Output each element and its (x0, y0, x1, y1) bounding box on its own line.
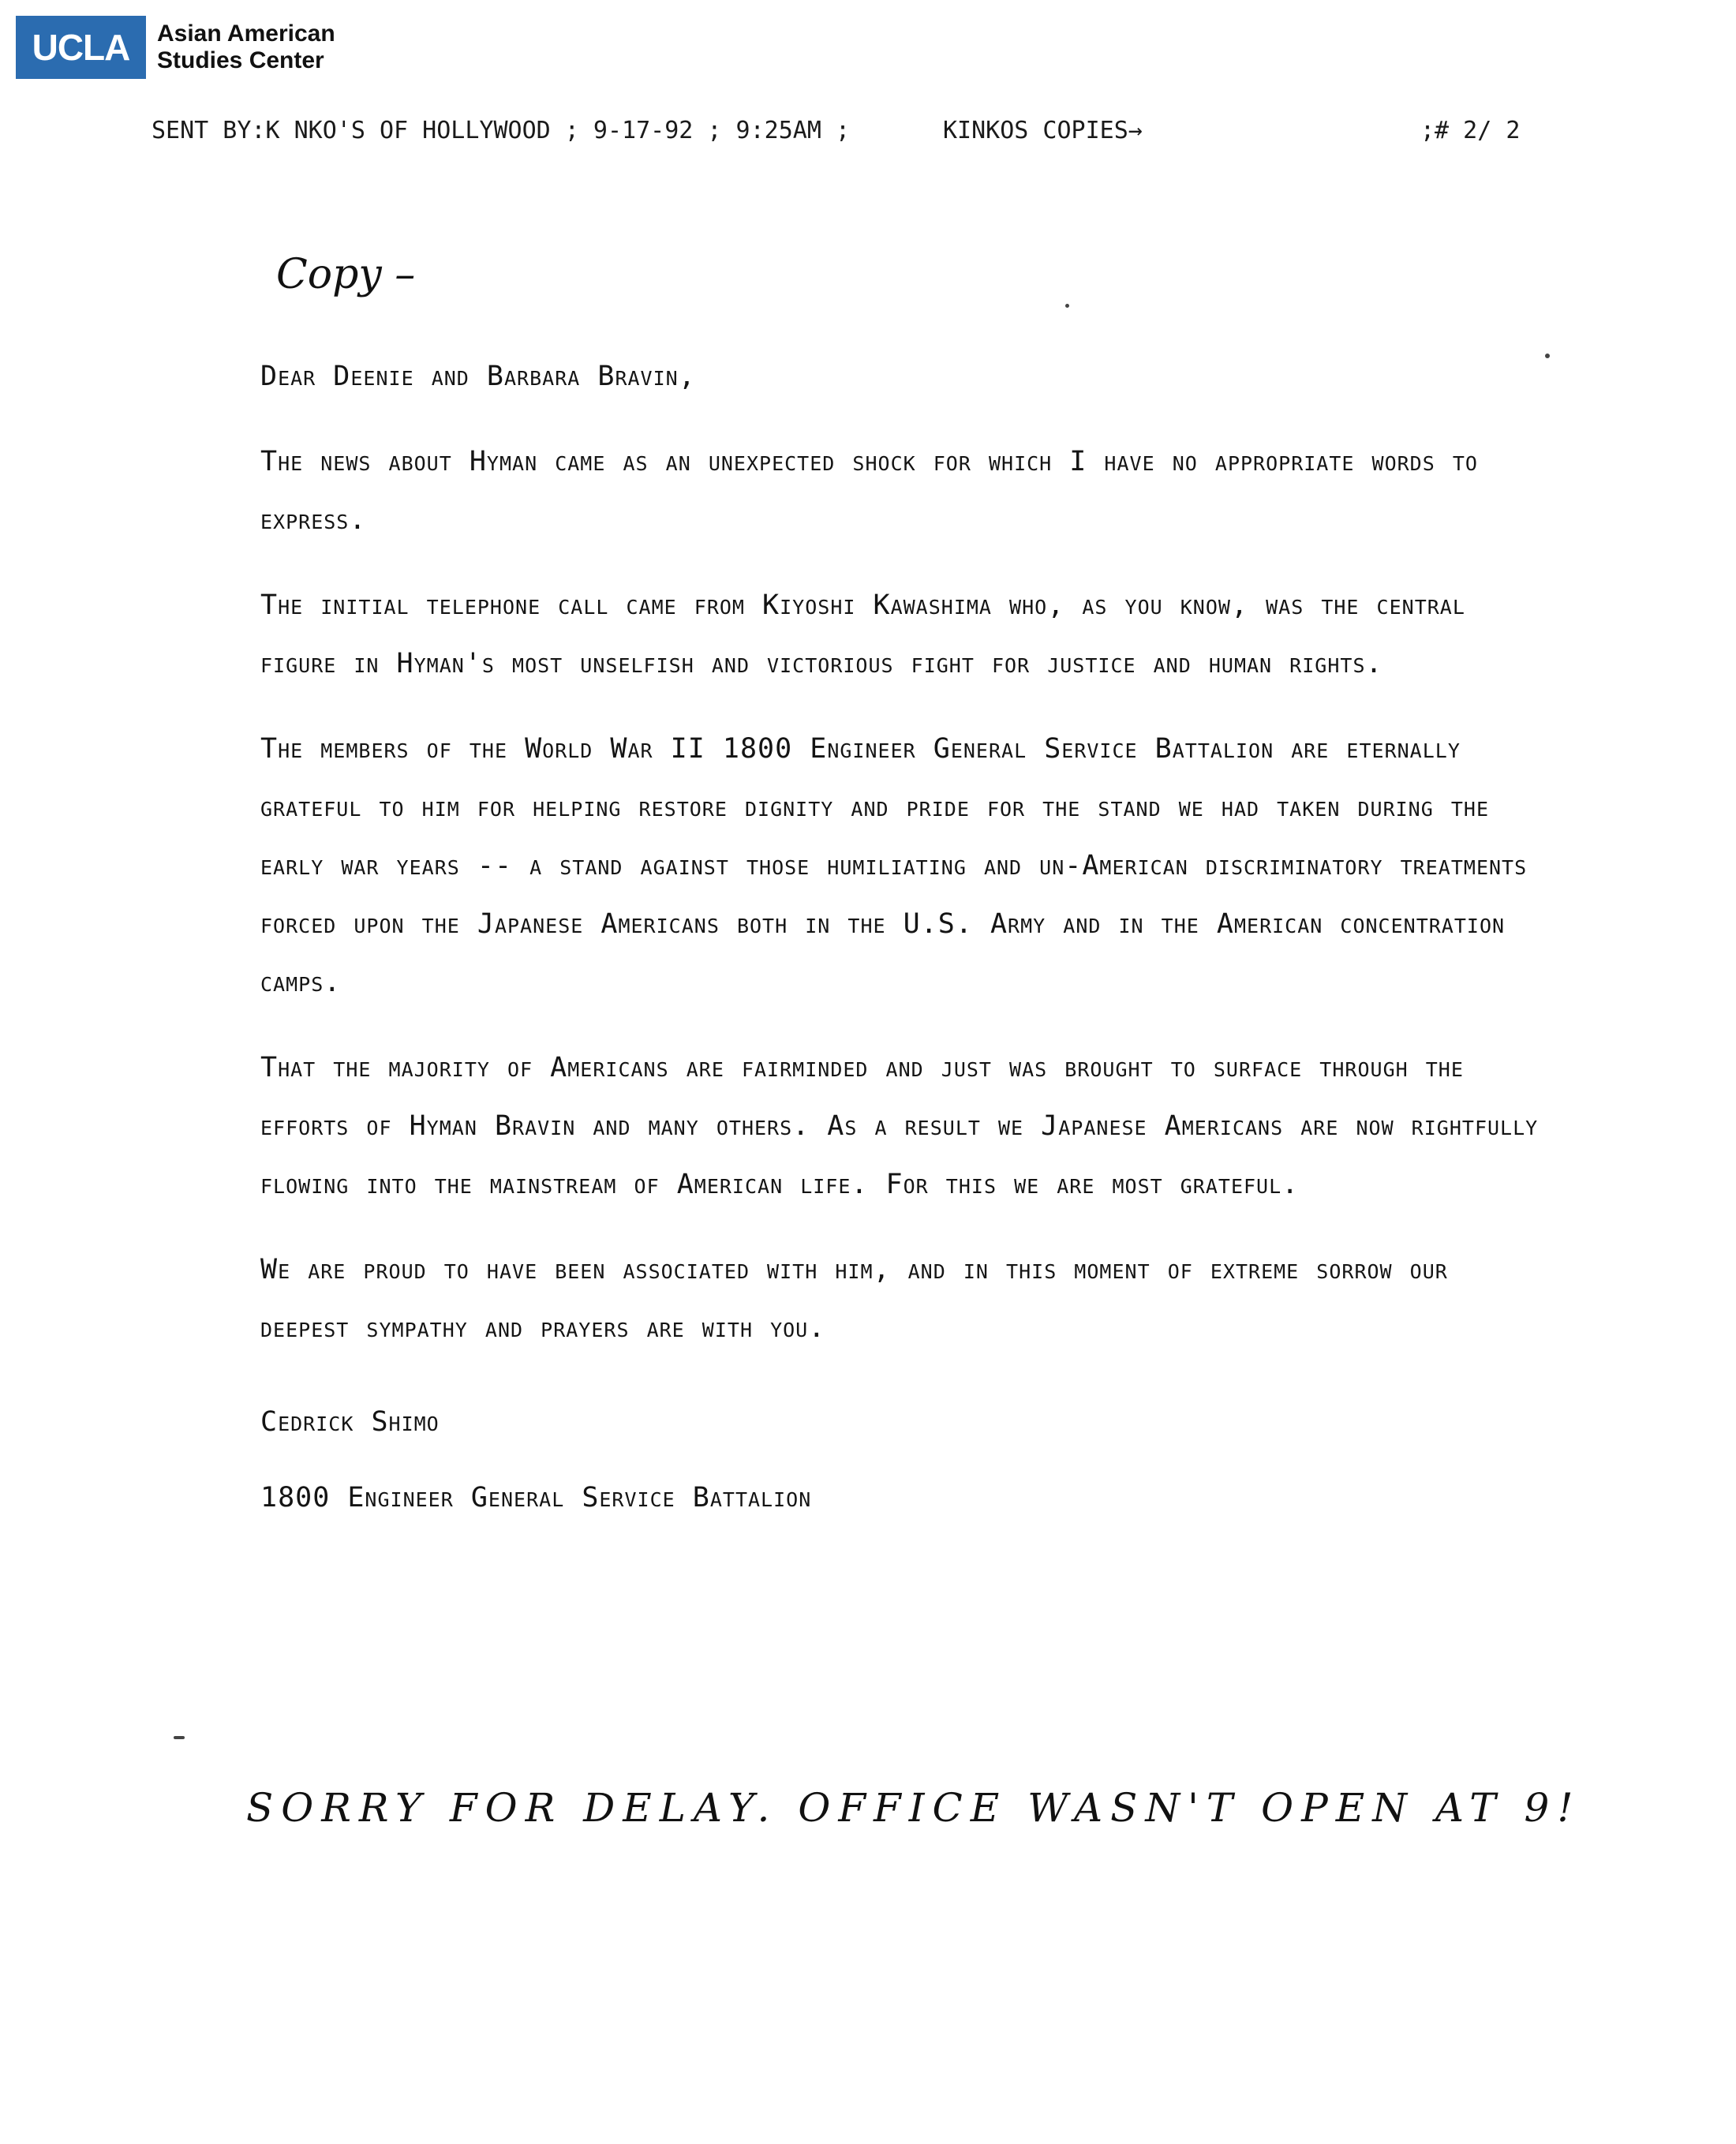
letter-body (260, 347, 1539, 1536)
signature-block (260, 1384, 1539, 1536)
letter-paragraph-3: The members of the World War II 1800 Engineer General Service Battalion are eternally grateful to him for helping restore dignity and pride for the stand we had taken during the early war years -- a stand against those humiliating and un-American discriminatory treatments forced upon the Japanese Americans both in the U.S. Army and in the American concentration camps. (260, 733, 1528, 998)
letter-paragraph-1: The news about Hyman came as an unexpected shock for which I have no appropriate words to express. (260, 446, 1478, 536)
handwritten-delay-note: SORRY FOR DELAY. OFFICE WASN'T OPEN AT 9! (246, 1785, 1581, 1831)
letter-salutation: Dear Deenie and Barbara Bravin, (260, 361, 696, 392)
center-name-line-2: Studies Center (157, 47, 324, 73)
letter-paragraph-2: The initial telephone call came from Kiyoshi Kawashima who, as you know, was the central figure in Hyman's most unselfish and victorious fight for justice and human rights. (260, 589, 1465, 679)
signature-name: Cedrick Shimo (260, 1406, 440, 1438)
fax-sender-line: SENT BY:K NKO'S OF HOLLYWOOD ; 9-17-92 ; 9:25AM ; (152, 117, 851, 144)
center-name-line-1: Asian American (157, 21, 335, 47)
fax-destination: KINKOS COPIES→ (943, 117, 1143, 144)
center-name (157, 21, 335, 74)
ucla-wordmark: UCLA (16, 16, 146, 79)
letter-paragraph-5: We are proud to have been associated with him, and in this moment of extreme sorrow our deepest sympathy and prayers are with you. (260, 1254, 1448, 1344)
ucla-logo (16, 16, 335, 79)
fax-page-count: ;# 2/ 2 (1420, 117, 1521, 144)
scan-speck (1065, 304, 1069, 308)
scan-speck (174, 1736, 185, 1739)
letter-paragraph-4: That the majority of Americans are fairminded and just was brought to surface through the efforts of Hyman Bravin and many others. As a result we Japanese Americans are now rightfully flowing into the mainstream of American life. For this we are most grateful. (260, 1052, 1539, 1200)
handwritten-copy-note: Copy – (276, 251, 416, 298)
signature-organization: 1800 Engineer General Service Battalion (260, 1482, 812, 1514)
scan-speck (1545, 354, 1550, 358)
